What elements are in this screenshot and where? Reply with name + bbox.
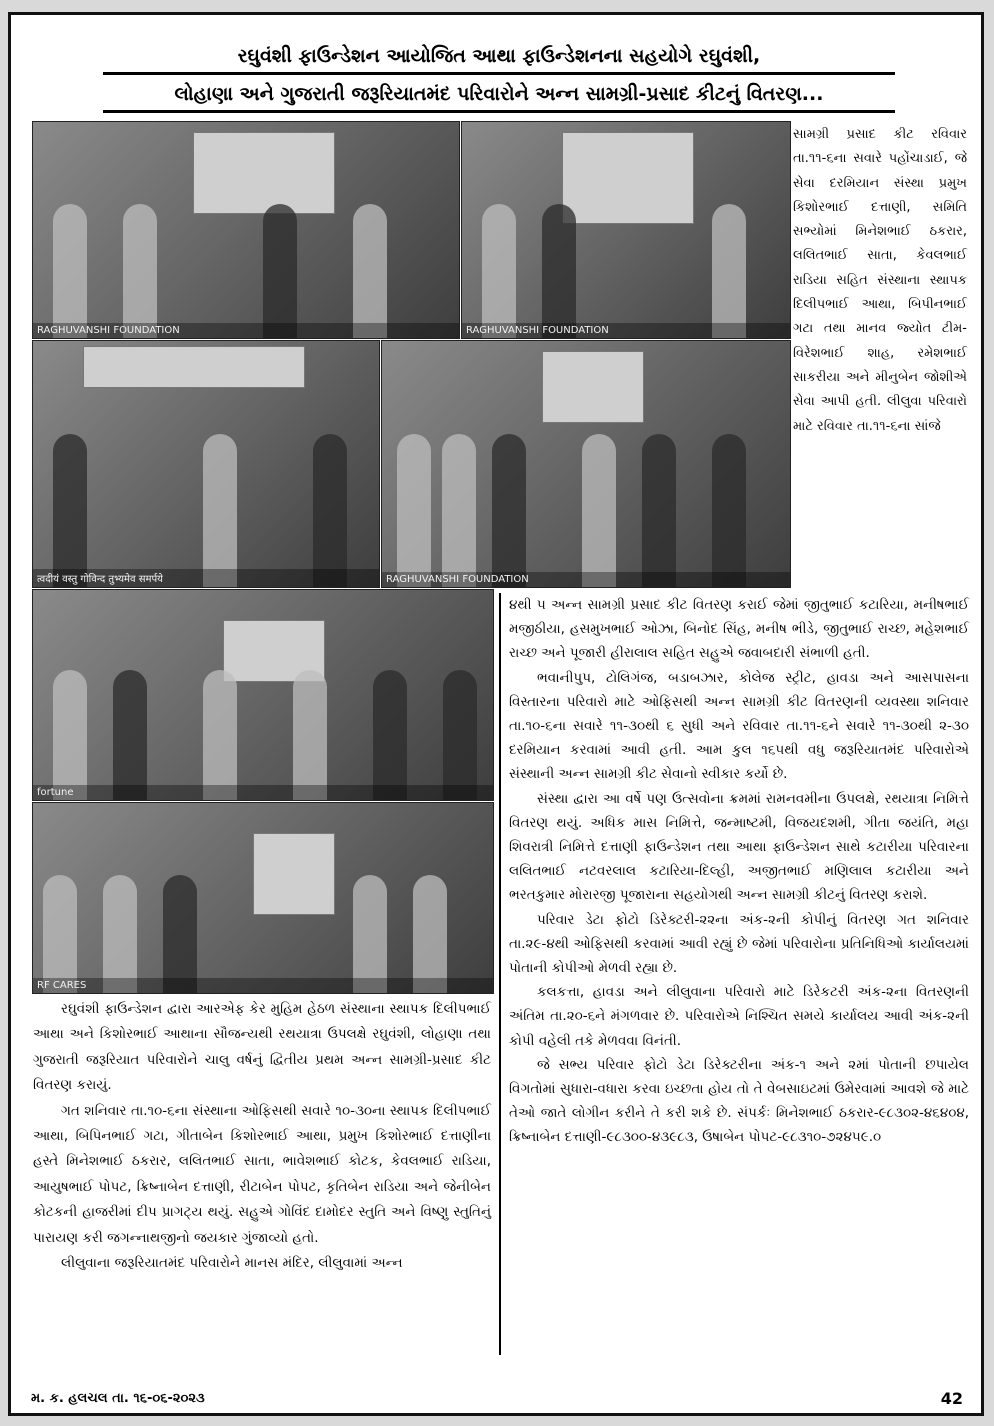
photo-banner: [193, 132, 335, 214]
article-paragraph: જે સભ્ય પરિવાર ફોટો ડેટા ડિરેક્ટરીના અંક-૧ અને ૨માં પોતાની છપાયેલ વિગતોમાં સુધારા-વધારા કરવા ઇચ્છતા હોય તો તે વેબસાઇટમાં ઉમેરવામાં આવશે જે માટે તેઓ જાતે લોગીન કરીને તે કરી શકે છે. સંપર્કઃ મિનેશભાઈ ઠકરાર-૯૮૩૦૨-૪૬૪૦૪, ક્રિષ્નાબેન દત્તાણી-૯૮૩૦૦-૪૩૯૮૩, ઉષાબેન પોપટ-૯૮૩૧૦-૭૨૪૫૯.૦: [509, 1056, 969, 1146]
headline-underline-2: [103, 110, 895, 113]
photo-person: [397, 434, 431, 587]
photo-group-volunteers: [381, 340, 791, 588]
article-paragraph: ૪થી ૫ અન્ન સામગ્રી પ્રસાદ કીટ વિતરણ કરાઈ જેમાં જીતુભાઈ કટારિયા, મનીષભાઈ મજીઠીયા, હસમુખભાઈ ઓઝા, બિનોદ સિંહ, મનીષ ભીડે, જીતુભાઈ રાચ્છ, મહેશભાઈ રાચ્છ અને પૂજારી હીરાલાલ સહિત સહુએ જવાબદારી સંભાળી હતી.: [509, 597, 969, 662]
headline-line-1: રઘુવંશી ફાઉન્ડેશન આયોજિત આથા ફાઉન્ડેશનના સહયોગે રઘુવંશી,: [237, 45, 761, 67]
photo-person: [203, 670, 237, 800]
headline-underline-1: [103, 72, 895, 75]
photo-person: [442, 434, 476, 587]
photo-caption: RAGHUVANSHI FOUNDATION: [33, 323, 459, 338]
photo-person: [712, 434, 746, 587]
photo-group-men: [32, 802, 494, 994]
photo-person: [163, 875, 197, 993]
photo-person: [123, 204, 157, 338]
article-paragraph: લીલુવાના જરૂરિયાતમંદ પરિવારોને માનસ મંદિર, લીલુવામાં અન્ન: [61, 1255, 403, 1272]
photo-person: [203, 434, 237, 587]
photo-kit-handover-2: [461, 121, 791, 339]
photo-person: [373, 670, 407, 800]
newspaper-page: [8, 12, 984, 1416]
photo-banner: [562, 132, 694, 224]
article-column-right: [509, 593, 969, 1150]
photo-person: [53, 670, 87, 800]
article-paragraph: સંસ્થા દ્વારા આ વર્ષે પણ ઉત્સવોના ક્રમમાં રામનવમીના ઉપલક્ષે, રથયાત્રા નિમિત્તે વિતરણ થયું. અધિક માસ નિમિત્તે, જન્માષ્ટમી, વિજયદશમી, ગીતા જયંતિ, મહા શિવરાત્રી નિમિત્તે દત્તાણી ફાઉન્ડેશન તથા આથા ફાઉન્ડેશન સાથે કટારીયા પરિવારના લલિતભાઈ નટવરલાલ કટારિયા-દિલ્હી, અજીતભાઈ મણિલાલ કટારીયા અને ભરતકુમાર મોરારજી પૂજારાના સહયોગથી અન્ન સામગ્રી કીટનું વિતરણ કરાશે.: [509, 790, 969, 904]
photo-person: [293, 670, 327, 800]
photo-caption: RAGHUVANSHI FOUNDATION: [462, 323, 790, 338]
photo-person: [103, 875, 137, 993]
issue-date: મ. ક. હલચલ તા. ૧૬-૦૬-૨૦૨૩: [31, 1391, 205, 1406]
photo-person: [642, 434, 676, 587]
headline: [41, 37, 957, 113]
photo-person: [353, 204, 387, 338]
photo-person: [313, 434, 347, 587]
photo-person: [53, 204, 87, 338]
photo-outdoor-distribution: [32, 589, 494, 801]
article-paragraph: કલકત્તા, હાવડા અને લીલુવાના પરિવારો માટે ડિરેકટરી અંક-૨ના વિતરણની અંતિમ તા.૨૦-૬ને મંગળવાર છે. પરિવારોએ નિશ્ચિત સમયે કાર્યાલય આવી અંક-૨ની કોપી વહેલી તકે મેળવવા વિનંતી.: [509, 984, 969, 1049]
photo-caption: RF CARES: [33, 978, 493, 993]
photo-person: [582, 434, 616, 587]
article-column-right-top: [793, 123, 967, 439]
page-number: 42: [940, 1389, 963, 1408]
photo-banner: [83, 346, 305, 388]
photo-person: [443, 670, 477, 800]
photo-person: [263, 204, 297, 338]
article-paragraph: પરિવાર ડેટા ફોટો ડિરેક્ટરી-૨૨ના અંક-૨ની કોપીનું વિતરણ ગત શનિવાર તા.૨૯-૪થી ઓફિસથી કરવામાં આવી રહ્યું છે જેમાં પરિવારોના પ્રતિનિધિઓ કાર્યાલયમાં પોતાની કોપીઓ મેળવી રહ્યા છે.: [509, 911, 969, 977]
article-paragraph: ભવાનીપુપ, ટોલિગંજ, બડાબઝાર, કોલેજ સ્ટ્રીટ, હાવડા અને આસપાસના વિસ્તારના પરિવારો માટે ઓફિસથી અન્ન સામગ્રી કીટ વિતરણની વ્યવસ્થા શનિવાર તા.૧૦-૬ના સવારે ૧૧-૩૦થી ૬ સુધી અને રવિવાર તા.૧૧-૬ને સવારે ૧૧-૩૦થી ૨-૩૦ દરમિયાન કરવામાં આવી હતી. આમ કુલ ૧૬૫થી વધુ જરૂરિયાતમંદ પરિવારોએ સંસ્થાની અન્ન સામગ્રી કીટ સેવાનો સ્વીકાર કર્યો છે.: [509, 669, 969, 783]
photo-caption: RAGHUVANSHI FOUNDATION: [382, 572, 790, 587]
photo-person: [542, 204, 576, 338]
photo-person: [353, 875, 387, 993]
photo-kit-handover-1: [32, 121, 460, 339]
photo-person: [43, 875, 77, 993]
headline-line-2: લોહાણા અને ગુજરાતી જરૂરિયાતમંદ પરિવારોને અન્ન સામગ્રી-પ્રસાદ કીટનું વિતરણ...: [174, 83, 824, 105]
photo-person: [712, 204, 746, 338]
photo-caption: fortune: [33, 785, 493, 800]
photo-person: [53, 434, 87, 587]
photo-person: [113, 670, 147, 800]
article-paragraph: રઘુવંશી ફાઉન્ડેશન દ્વારા આરએફ કેર મુહિમ હેઠળ સંસ્થાના સ્થાપક દિલીપભાઈ આથા અને કિશોરભાઈ આથાના સૌજન્યથી રથયાત્રા ઉપલક્ષે રઘુવંશી, લોહાણા તથા ગુજરાતી જરૂરિયાત પરિવારોને ચાલુ વર્ષનું દ્વિતીય પ્રથમ અન્ન સામગ્રી-પ્રસાદ કીટ વિતરણ કરાયું.: [33, 1001, 491, 1094]
photo-caption: त्वदीयं वस्तु गोविन्द तुभ्यमेव समर्पये: [33, 569, 379, 587]
article-paragraph: ગત શનિવાર તા.૧૦-૬ના સંસ્થાના ઓફિસથી સવારે ૧૦-૩૦ના સ્થાપક દિલીપભાઈ આથા, બિપિનભાઈ ગટા, ગીતાબેન કિશોરભાઈ આથા, પ્રમુખ કિશોરભાઈ દત્તાણીના હસ્તે મિનેશભાઈ ઠકરાર, લલિતભાઈ સાતા, ભાવેશભાઈ કોટક, કેવલભાઈ રાડિયા, આયુષભાઈ પોપટ, ક્રિષ્નાબેન દત્તાણી, રીટાબેન પોપટ, કૃતિબેન રાડિયા અને જેનીબેન કોટકની હાજરીમાં દીપ પ્રાગટ્ય થયું. સહુએ ગોવિંદ દામોદર સ્તુતિ અને વિષ્ણુ સ્તુતિનું પારાયણ કરી જગન્નાથજીનો જયકાર ગુંજાવ્યો હતો.: [33, 1102, 491, 1246]
column-divider: [499, 593, 501, 1355]
page-footer: [25, 1391, 973, 1413]
photo-banner: [542, 351, 644, 423]
photo-person: [492, 434, 526, 587]
photo-person: [482, 204, 516, 338]
article-paragraph: સામગ્રી પ્રસાદ કીટ રવિવાર તા.૧૧-૬ના સવારે પહોંચાડાઈ, જે સેવા દરમિયાન સંસ્થા પ્રમુખ કિશોરભાઈ દત્તાણી, સમિતિ સભ્યોમાં મિનેશભાઈ ઠકરાર, લલિતભાઈ સાતા, કેવલભાઈ રાડિયા સહિત સંસ્થાના સ્થાપક દિલીપભાઈ આથા, બિપીનભાઈ ગટા તથા માનવ જ્યોત ટીમ-વિરેશભાઈ શાહ, રમેશભાઈ સાકરીયા અને મીનુબેન જોશીએ સેવા આપી હતી. લીલુવા પરિવારો માટે રવિવાર તા.૧૧-૬ના સાંજે: [793, 127, 967, 434]
photo-kit-handover-3: [32, 340, 380, 588]
photo-banner: [253, 833, 335, 915]
article-column-left: [33, 997, 491, 1276]
photo-person: [413, 875, 447, 993]
